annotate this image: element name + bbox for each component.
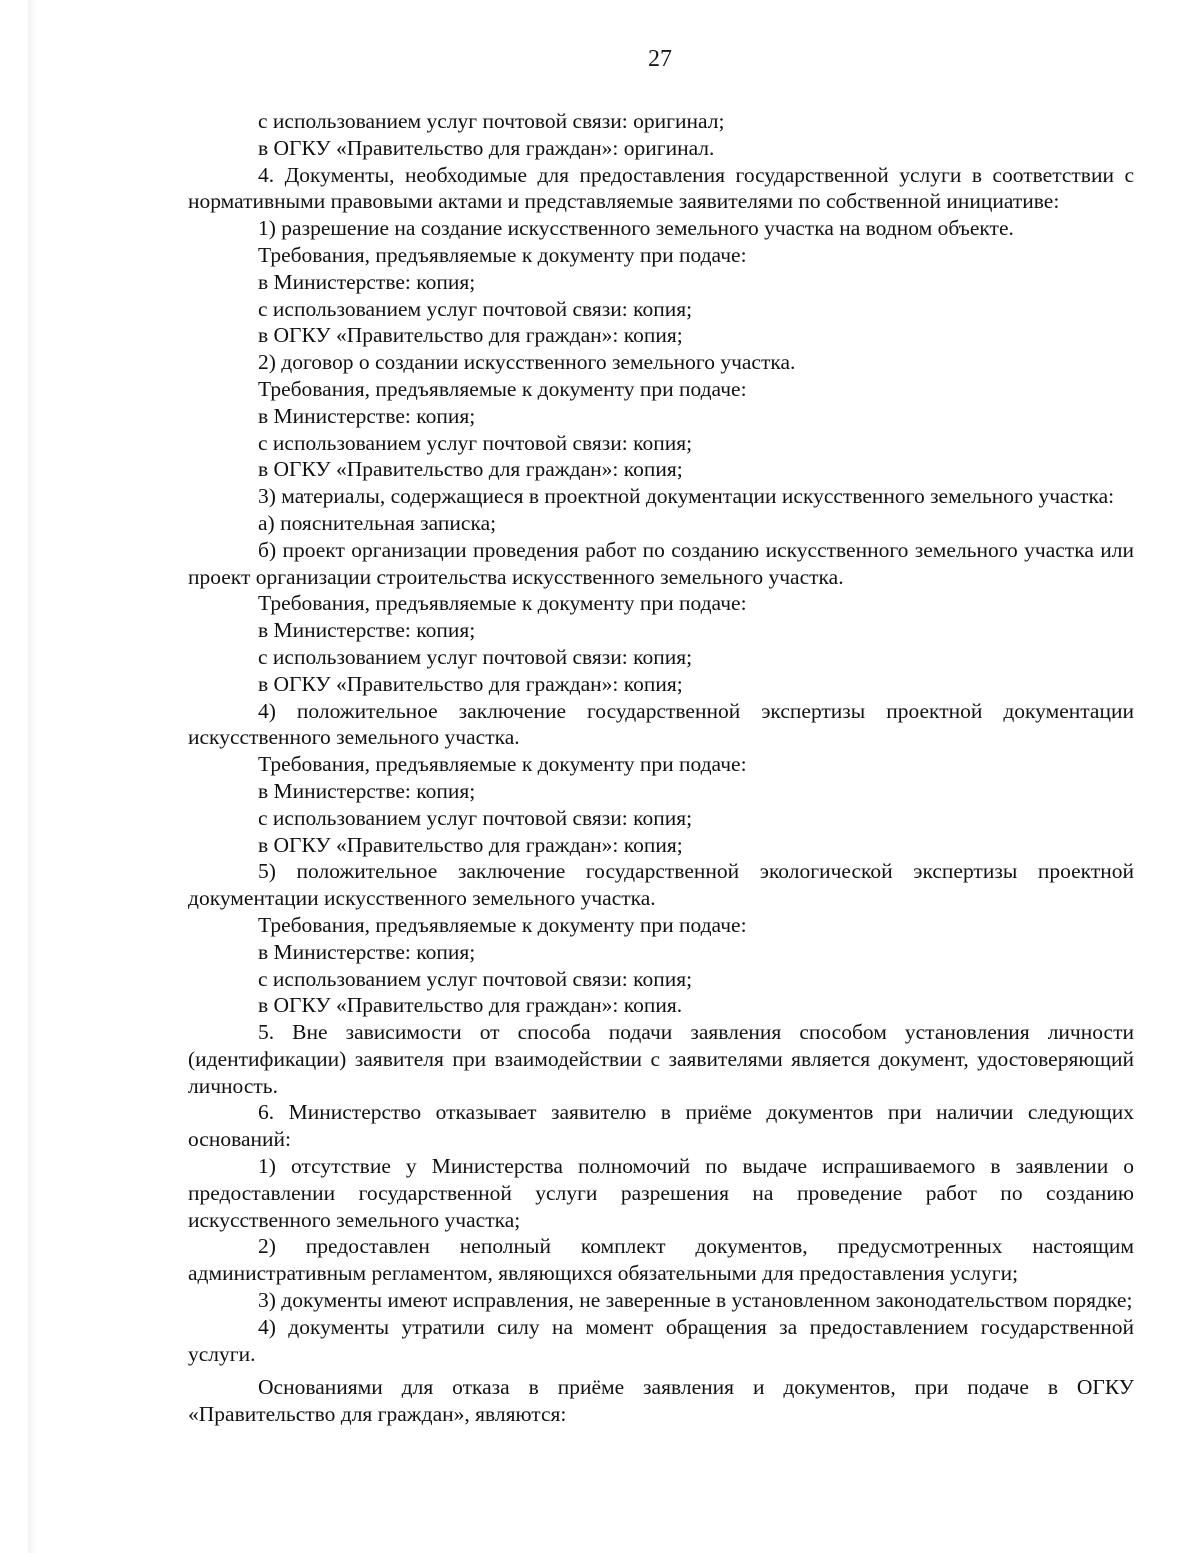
paragraph: 2) предоставлен неполный комплект документов, предусмотренных настоящим административным регламентом, являющихся обязательными для предоставления услуги;: [188, 1234, 1134, 1286]
paragraph: 6. Министерство отказывает заявителю в приёме документов при наличии следующих оснований:: [188, 1100, 1134, 1152]
paragraph: в ОГКУ «Правительство для граждан»: копия.: [258, 993, 683, 1018]
paragraph: в Министерстве: копия;: [258, 269, 476, 294]
paragraph: Требования, предъявляемые к документу при подаче:: [258, 912, 747, 937]
paragraph: в ОГКУ «Правительство для граждан»: оригинал.: [258, 135, 715, 160]
paragraph: 1) разрешение на создание искусственного земельного участка на водном объекте.: [258, 216, 1014, 241]
paragraph: Требования, предъявляемые к документу при подаче:: [258, 376, 747, 401]
paragraph: 5) положительное заключение государственной экологической экспертизы проектной документации искусственного земельного участка.: [188, 859, 1134, 911]
paragraph: с использованием услуг почтовой связи: копия;: [258, 805, 693, 830]
paragraph: с использованием услуг почтовой связи: копия;: [258, 296, 693, 321]
paragraph: Требования, предъявляемые к документу при подаче:: [258, 591, 747, 616]
paragraph: 5. Вне зависимости от способа подачи заявления способом установления личности (идентификации) заявителя при взаимодействии с заявителями является документ, удостоверяющий личность.: [188, 1020, 1134, 1098]
paragraph: в ОГКУ «Правительство для граждан»: копия;: [258, 323, 683, 348]
paragraph: 4) документы утратили силу на момент обращения за предоставлением государственной услуги.: [188, 1314, 1134, 1366]
paragraph: в Министерстве: копия;: [258, 939, 476, 964]
paragraph: в Министерстве: копия;: [258, 618, 476, 643]
paragraph: в ОГКУ «Правительство для граждан»: копия;: [258, 457, 683, 482]
paragraph: Требования, предъявляемые к документу при подаче:: [258, 242, 747, 267]
document-body: [188, 108, 1134, 1428]
paragraph: а) пояснительная записка;: [258, 510, 497, 535]
paragraph: 4) положительное заключение государственной экспертизы проектной документации искусственного земельного участка.: [188, 698, 1134, 750]
paragraph: в ОГКУ «Правительство для граждан»: копия;: [258, 832, 683, 857]
page-number: 27: [648, 46, 672, 72]
paragraph: Требования, предъявляемые к документу при подаче:: [258, 752, 747, 777]
paragraph: с использованием услуг почтовой связи: копия;: [258, 966, 693, 991]
scan-edge-shadow: [28, 0, 38, 1553]
paragraph: б) проект организации проведения работ по созданию искусственного земельного участка или проект организации строительства искусственного земельного участка.: [188, 537, 1134, 589]
paragraph: 2) договор о создании искусственного земельного участка.: [258, 350, 796, 375]
paragraph: 1) отсутствие у Министерства полномочий по выдаче испрашиваемого в заявлении о предоставлении государственной услуги разрешения на проведение работ по созданию искусственного земельного участка;: [188, 1154, 1134, 1232]
paragraph: 4. Документы, необходимые для предоставления государственной услуги в соответствии с нормативными правовыми актами и представляемые заявителями по собственной инициативе:: [188, 162, 1134, 214]
paragraph: в ОГКУ «Правительство для граждан»: копия;: [258, 671, 683, 696]
paragraph: 3) материалы, содержащиеся в проектной документации искусственного земельного участка:: [258, 484, 1115, 509]
paragraph: с использованием услуг почтовой связи: копия;: [258, 644, 693, 669]
paragraph: 3) документы имеют исправления, не заверенные в установленном законодательством порядке;: [258, 1288, 1133, 1313]
paragraph: с использованием услуг почтовой связи: копия;: [258, 430, 693, 455]
paragraph: в Министерстве: копия;: [258, 403, 476, 428]
paragraph: в Министерстве: копия;: [258, 778, 476, 803]
paragraph: с использованием услуг почтовой связи: оригинал;: [258, 109, 725, 133]
paragraph: Основаниями для отказа в приёме заявления и документов, при подаче в ОГКУ «Правительство для граждан», являются:: [188, 1375, 1134, 1427]
